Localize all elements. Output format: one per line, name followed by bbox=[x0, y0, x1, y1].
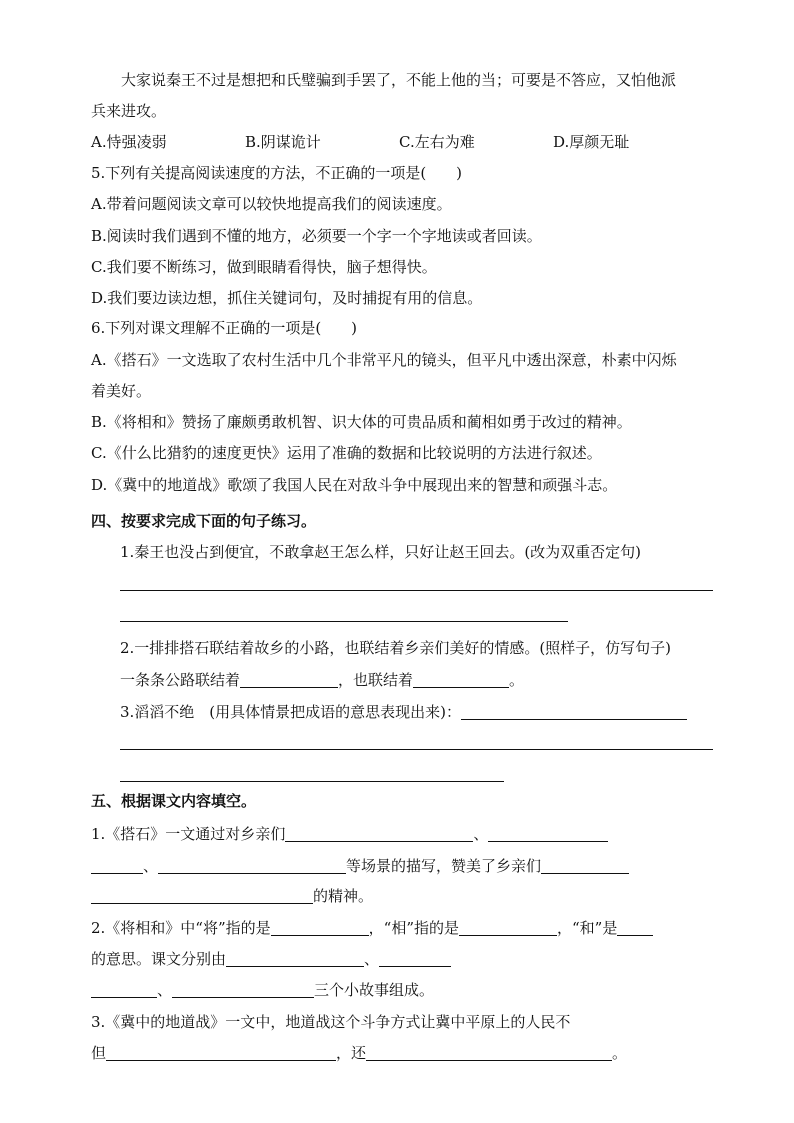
q5-option-d[interactable]: D.我们要边读边想，抓住关键词句，及时捕捉有用的信息。 bbox=[91, 289, 483, 307]
section5-q2-end: 三个小故事组成。 bbox=[314, 981, 435, 999]
section5-q1-end: 的精神。 bbox=[313, 887, 374, 905]
section5-q1-line2 bbox=[91, 856, 629, 876]
section5-q1-sep2: 、 bbox=[143, 857, 159, 875]
section5-q1-start: 1.《搭石》一文通过对乡亲们 bbox=[91, 825, 286, 843]
section5-q1-line3 bbox=[91, 886, 373, 906]
section5-q2-line3 bbox=[91, 980, 434, 1000]
section5-q2-blank4[interactable] bbox=[226, 950, 364, 967]
section5-q2-mid1: ，“相”指的是 bbox=[368, 919, 459, 937]
section4-q1-answer-line2[interactable] bbox=[120, 621, 568, 622]
section5-q2-blank5[interactable] bbox=[379, 950, 451, 967]
section5-q1-line1 bbox=[91, 824, 608, 844]
q5-stem: 5.下列有关提高阅读速度的方法，不正确的一项是( ) bbox=[91, 164, 463, 182]
section5-q1-blank1[interactable] bbox=[285, 825, 473, 842]
section5-q3-line1: 3.《冀中的地道战》一文中，地道战这个斗争方式让冀中平原上的人民不 bbox=[91, 1013, 571, 1031]
section5-q2-mid2: ，“和”是 bbox=[557, 919, 618, 937]
section5-q1-blank2[interactable] bbox=[488, 825, 608, 842]
q6-option-a-line2: 着美好。 bbox=[91, 382, 152, 400]
section4-q3-text: 3.滔滔不绝 (用具体情景把成语的意思表现出来)： bbox=[120, 703, 462, 721]
q6-option-b[interactable]: B.《将相和》赞扬了廉颇勇敢机智、识大体的可贵品质和蔺相如勇于改过的精神。 bbox=[91, 413, 632, 431]
q5-option-a[interactable]: A.带着问题阅读文章可以较快地提高我们的阅读速度。 bbox=[91, 195, 452, 213]
q4-option-d[interactable]: D.厚颜无耻 bbox=[553, 133, 630, 151]
section5-q2-blank6[interactable] bbox=[172, 981, 314, 998]
section5-q2-blank5-cont[interactable] bbox=[91, 981, 157, 998]
q6-option-d[interactable]: D.《冀中的地道战》歌颂了我国人民在对敌斗争中展现出来的智慧和顽强斗志。 bbox=[91, 476, 618, 494]
section5-q1-blank3[interactable] bbox=[158, 857, 346, 874]
q5-option-b[interactable]: B.阅读时我们遇到不懂的地方，必须要一个字一个字地读或者回读。 bbox=[91, 227, 542, 245]
section4-q2: 2.一排排搭石联结着故乡的小路，也联结着乡亲们美好的情感。(照样子，仿写句子) bbox=[120, 639, 672, 657]
section5-q2-line2-text: 的意思。课文分别由 bbox=[91, 950, 227, 968]
q4-options bbox=[91, 132, 629, 152]
section4-q1: 1.秦王也没占到便宜，不敢拿赵王怎么样，只好让赵王回去。(改为双重否定句) bbox=[120, 543, 642, 561]
section5-q1-mid: 等场景的描写，赞美了乡亲们 bbox=[346, 857, 542, 875]
q4-option-b[interactable]: B.阴谋诡计 bbox=[245, 133, 321, 151]
q5-option-c[interactable]: C.我们要不断练习，做到眼睛看得快，脑子想得快。 bbox=[91, 258, 437, 276]
section5-q3-mid: ，还 bbox=[336, 1044, 367, 1062]
section4-q3-answer-line1[interactable] bbox=[120, 749, 713, 750]
section5-q1-blank4-cont[interactable] bbox=[91, 887, 313, 904]
section5-q1-blank2-cont[interactable] bbox=[91, 857, 143, 874]
section5-q2-blank2[interactable] bbox=[459, 919, 557, 936]
section5-q2-line1 bbox=[91, 918, 653, 938]
section5-q3-end: 。 bbox=[612, 1044, 628, 1062]
section5-q2-sep2: 、 bbox=[157, 981, 173, 999]
section4-q3-blank[interactable] bbox=[461, 703, 687, 720]
section4-q1-answer-line1[interactable] bbox=[120, 590, 713, 591]
q4-passage-line2: 兵来进攻。 bbox=[91, 102, 167, 120]
section5-q3-line2 bbox=[91, 1043, 627, 1063]
section4-heading: 四、按要求完成下面的句子练习。 bbox=[91, 512, 317, 530]
section5-q2-blank1[interactable] bbox=[271, 919, 369, 936]
section4-q2-blank1[interactable] bbox=[240, 671, 338, 688]
q6-option-a-line1[interactable]: A.《搭石》一文选取了农村生活中几个非常平凡的镜头，但平凡中透出深意，朴素中闪烁 bbox=[91, 351, 677, 369]
section4-q2-mid: ，也联结着 bbox=[338, 671, 414, 689]
q6-stem: 6.下列对课文理解不正确的一项是( ) bbox=[91, 319, 358, 337]
section5-q1-sep1: 、 bbox=[473, 825, 489, 843]
section4-q3-answer-line2[interactable] bbox=[120, 781, 504, 782]
section5-q2-line2 bbox=[91, 949, 451, 969]
section5-q3-blank1[interactable] bbox=[106, 1044, 336, 1061]
section4-q3 bbox=[120, 702, 687, 722]
q4-option-c[interactable]: C.左右为难 bbox=[399, 133, 475, 151]
section5-q2-blank3[interactable] bbox=[617, 919, 653, 936]
q6-option-c[interactable]: C.《什么比猎豹的速度更快》运用了准确的数据和比较说明的方法进行叙述。 bbox=[91, 444, 602, 462]
q4-passage-line1: 大家说秦王不过是想把和氏璧骗到手罢了，不能上他的当；可要是不答应，又怕他派 bbox=[121, 71, 677, 89]
section5-q2-sep1: 、 bbox=[364, 950, 380, 968]
q4-option-a[interactable]: A.恃强凌弱 bbox=[91, 133, 167, 151]
section4-q2-template bbox=[120, 670, 524, 690]
section4-q2-prefix: 一条条公路联结着 bbox=[120, 671, 241, 689]
section4-q2-blank2[interactable] bbox=[413, 671, 509, 688]
section5-q3-start: 但 bbox=[91, 1044, 107, 1062]
section4-q2-end: 。 bbox=[509, 671, 525, 689]
section5-q3-blank2[interactable] bbox=[366, 1044, 612, 1061]
section5-q2-start: 2.《将相和》中“将”指的是 bbox=[91, 919, 271, 937]
section5-heading: 五、根据课文内容填空。 bbox=[91, 792, 257, 810]
section5-q1-blank4[interactable] bbox=[541, 857, 629, 874]
